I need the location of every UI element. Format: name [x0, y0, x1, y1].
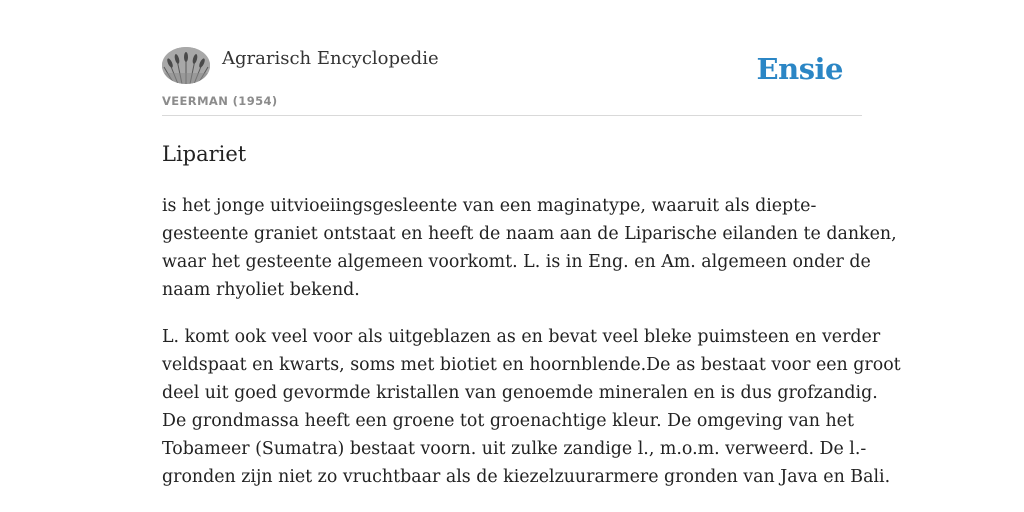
- paragraph-line: naam rhyoliet bekend.: [162, 280, 360, 300]
- brand-logo[interactable]: Ensie: [756, 52, 843, 86]
- entry-paragraph-2: [162, 323, 901, 491]
- paragraph-line: gronden zijn niet zo vruchtbaar als de kiezelzuurarmere gronden van Java en Bali.: [162, 467, 891, 487]
- paragraph-line: gesteente graniet ontstaat en heeft de naam aan de Liparische eilanden te danken,: [162, 224, 897, 244]
- entry-title: Lipariet: [162, 142, 247, 166]
- wheat-icon[interactable]: [162, 47, 210, 84]
- paragraph-line: is het jonge uitvioeiingsgesleente van een maginatype, waaruit als diepte-: [162, 196, 817, 216]
- paragraph-line: L. komt ook veel voor als uitgeblazen as en bevat veel bleke puimsteen en verder: [162, 327, 881, 347]
- paragraph-line: deel uit goed gevormde kristallen van genoemde mineralen en is dus grofzandig.: [162, 383, 878, 403]
- paragraph-line: waar het gesteente algemeen voorkomt. L. is in Eng. en Am. algemeen onder de: [162, 252, 871, 272]
- entry-paragraph-1: [162, 192, 897, 304]
- paragraph-line: De grondmassa heeft een groene tot groenachtige kleur. De omgeving van het: [162, 411, 854, 431]
- header: [162, 46, 862, 116]
- wheat-illustration: [162, 47, 210, 84]
- header-divider: [162, 115, 862, 116]
- paragraph-line: veldspaat en kwarts, soms met biotiet en hoornblende.De as bestaat voor een groot: [162, 355, 901, 375]
- paragraph-line: Tobameer (Sumatra) bestaat voorn. uit zulke zandige l., m.o.m. verweerd. De l.-: [162, 439, 867, 459]
- edition-label[interactable]: VEERMAN (1954): [162, 94, 278, 108]
- source-title[interactable]: Agrarisch Encyclopedie: [222, 48, 439, 69]
